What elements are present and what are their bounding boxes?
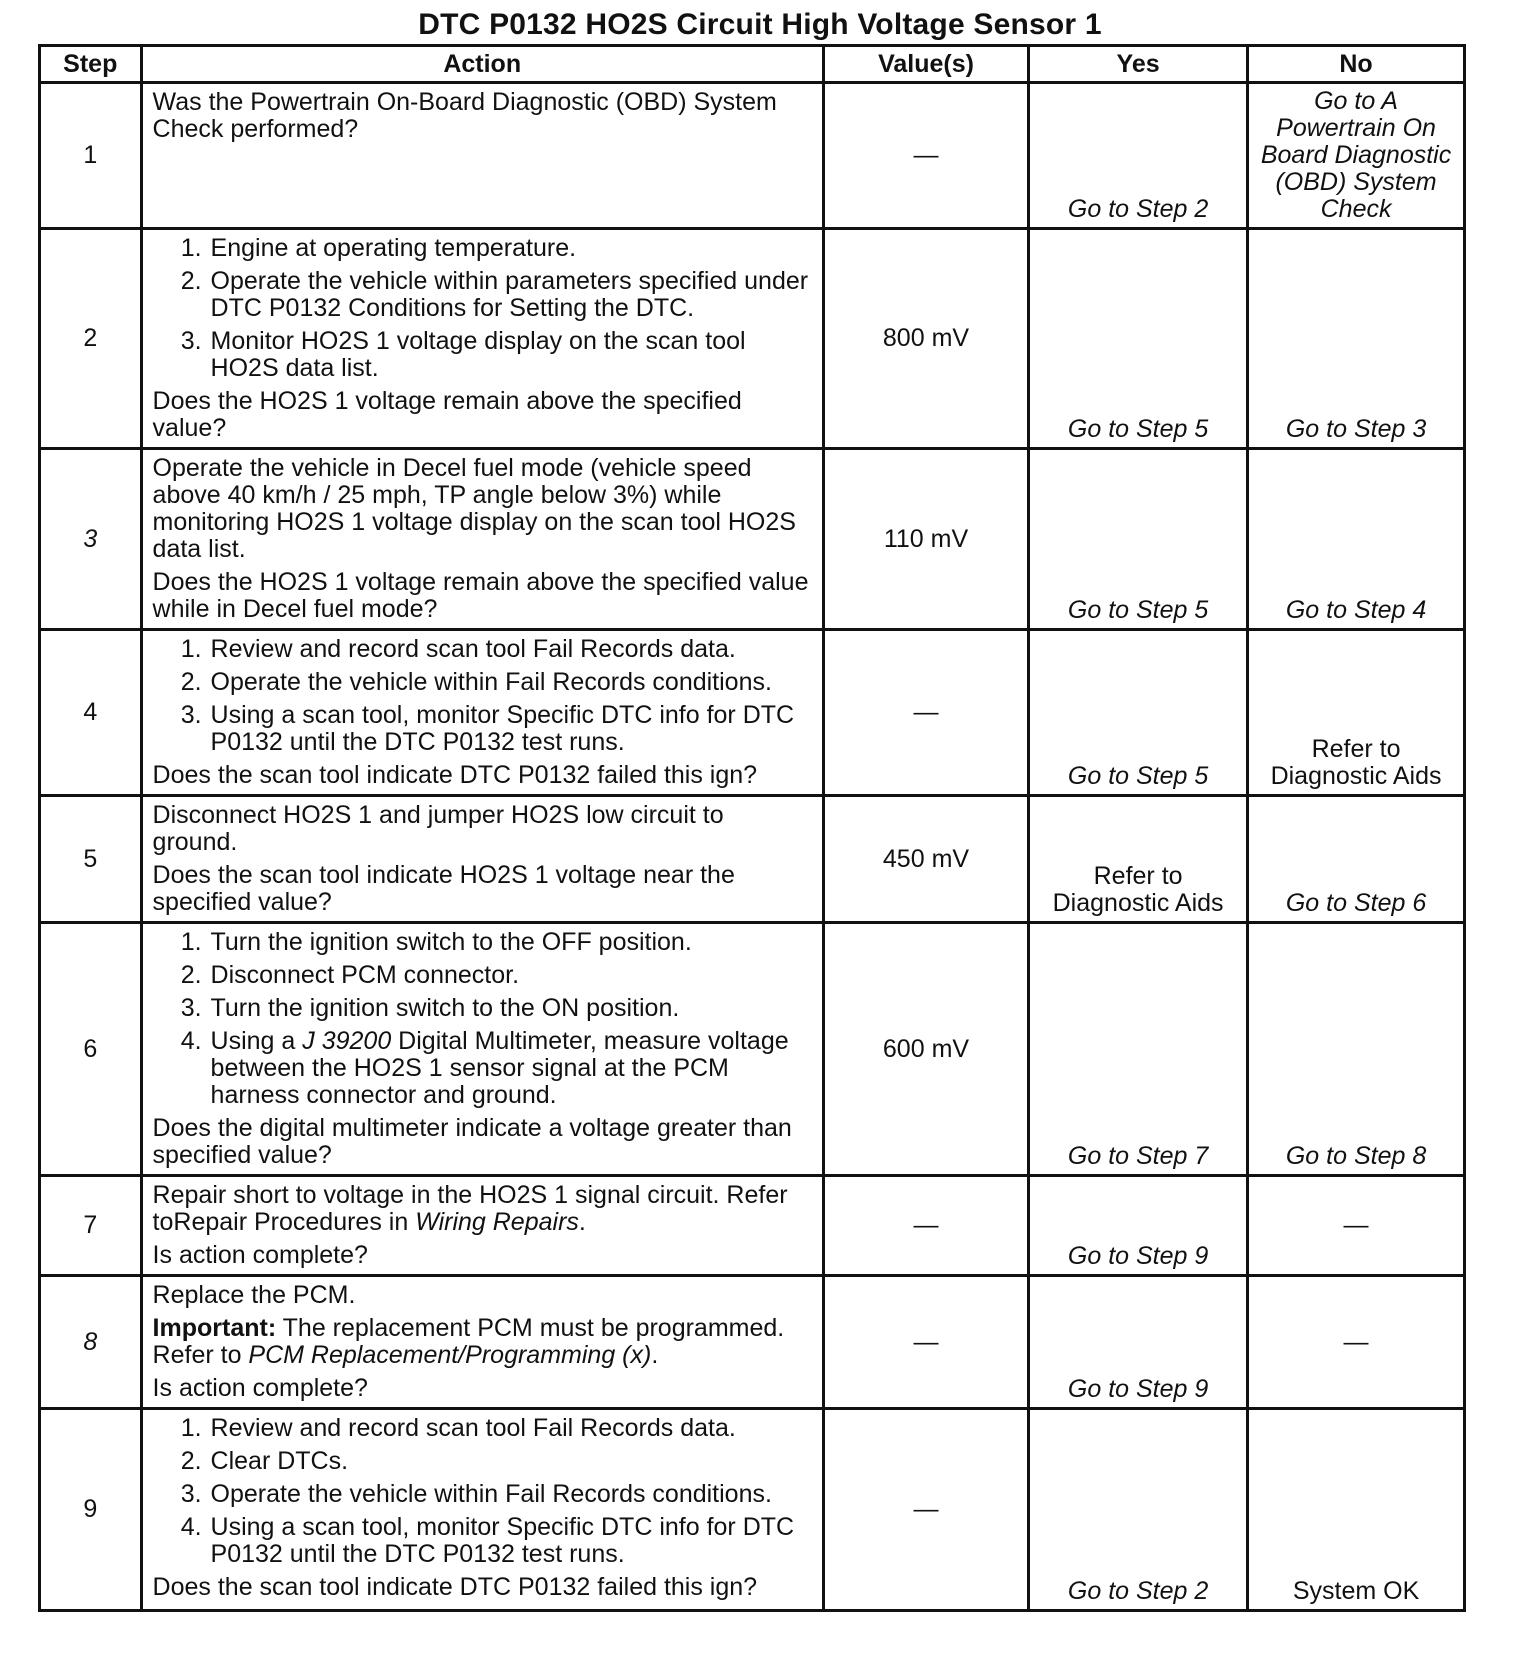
- list-item: 1. Review and record scan tool Fail Records data.: [209, 636, 812, 663]
- step-number: [40, 1276, 142, 1409]
- header-values: Value(s): [823, 46, 1028, 83]
- step-number-text: 1: [83, 141, 98, 169]
- step-number: [40, 229, 142, 449]
- pcm-programming-link[interactable]: PCM Replacement/Programming (x): [248, 1341, 652, 1369]
- step-number-text: 2: [83, 324, 98, 352]
- list-item: 3. Monitor HO2S 1 voltage display on the scan tool HO2S data list.: [209, 328, 812, 382]
- important-text: The replacement PCM must be programmed. Refer to: [152, 1314, 785, 1369]
- step-number-text: 7: [83, 1211, 98, 1239]
- no-cell: Go to Step 8: [1248, 923, 1465, 1176]
- list-item: 1. Engine at operating temperature.: [209, 235, 812, 262]
- action-question: Does the scan tool indicate DTC P0132 failed this ign?: [152, 1573, 758, 1601]
- important-end: .: [651, 1341, 659, 1369]
- item-text-pre: Using a: [210, 1027, 303, 1055]
- no-cell: Go to Step 6: [1248, 796, 1465, 923]
- header-yes: Yes: [1029, 46, 1248, 83]
- yes-cell: Go to Step 5: [1029, 630, 1248, 796]
- table-header-row: [40, 46, 1465, 83]
- step-number: [40, 923, 142, 1176]
- action-text-post: .: [578, 1208, 586, 1236]
- header-action: Action: [141, 46, 823, 83]
- value-cell: 800 mV: [823, 229, 1028, 449]
- list-item: 1. Review and record scan tool Fail Records data.: [209, 1415, 812, 1442]
- action-question: Is action complete?: [152, 1241, 368, 1269]
- tool-reference: J 39200: [302, 1027, 392, 1055]
- item-text-post: Digital Multimeter, measure voltage between the HO2S 1 sensor signal at the PCM harness connector and ground.: [210, 1027, 789, 1109]
- action-list: [153, 1415, 812, 1568]
- no-cell: Go to Step 3: [1248, 229, 1465, 449]
- list-item: 2. Clear DTCs.: [209, 1448, 812, 1475]
- yes-cell: Go to Step 7: [1029, 923, 1248, 1176]
- action-cell: [141, 630, 823, 796]
- table-row: [40, 630, 1465, 796]
- list-item: 3. Turn the ignition switch to the ON position.: [209, 995, 812, 1022]
- table-row: [40, 449, 1465, 630]
- value-cell: —: [823, 1409, 1028, 1611]
- no-cell: [1248, 83, 1465, 229]
- list-item: 2. Operate the vehicle within Fail Records conditions.: [209, 669, 812, 696]
- action-cell: [141, 229, 823, 449]
- yes-cell: Go to Step 5: [1029, 229, 1248, 449]
- list-item: 2. Disconnect PCM connector.: [209, 962, 812, 989]
- table-row: [40, 1276, 1465, 1409]
- list-item: 4. Using a scan tool, monitor Specific DTC info for DTC P0132 until the DTC P0132 test runs.: [209, 1514, 812, 1568]
- table-row: [40, 229, 1465, 449]
- action-text: Disconnect HO2S 1 and jumper HO2S low circuit to ground.: [152, 801, 724, 856]
- value-cell: —: [823, 83, 1028, 229]
- no-cell-prefix: Go to: [1314, 87, 1382, 115]
- page-title: DTC P0132 HO2S Circuit High Voltage Sensor 1: [418, 8, 1102, 41]
- wiring-repairs-link[interactable]: Wiring Repairs: [415, 1208, 579, 1236]
- yes-cell: Go to Step 5: [1029, 449, 1248, 630]
- list-item: 1. Turn the ignition switch to the OFF position.: [209, 929, 812, 956]
- action-text: Was the Powertrain On-Board Diagnostic (OBD) System Check performed?: [152, 88, 777, 143]
- value-cell: —: [823, 630, 1028, 796]
- table-row: [40, 83, 1465, 229]
- table-row: [40, 923, 1465, 1176]
- yes-cell: Go to Step 9: [1029, 1276, 1248, 1409]
- step-number-text: 6: [83, 1034, 98, 1063]
- diagnostic-table: [38, 44, 1466, 1612]
- no-cell: Refer to Diagnostic Aids: [1248, 630, 1465, 796]
- step-number: [40, 1176, 142, 1276]
- action-text-pre: Repair short to voltage in the HO2S 1 signal circuit. Refer toRepair Procedures in: [152, 1181, 788, 1236]
- step-number: [40, 796, 142, 923]
- list-item: 2. Operate the vehicle within parameters specified under DTC P0132 Conditions for Setting the DTC.: [209, 268, 812, 322]
- action-question: Does the scan tool indicate HO2S 1 voltage near the specified value?: [152, 861, 735, 916]
- yes-cell: Go to Step 9: [1029, 1176, 1248, 1276]
- list-item: 3. Using a scan tool, monitor Specific DTC info for DTC P0132 until the DTC P0132 test runs.: [209, 702, 812, 756]
- no-cell: —: [1248, 1176, 1465, 1276]
- important-label: Important:: [152, 1314, 277, 1342]
- action-cell: [141, 796, 823, 923]
- action-text: [153, 1182, 812, 1236]
- value-cell: 110 mV: [823, 449, 1028, 630]
- action-cell: [141, 923, 823, 1176]
- action-question: Does the HO2S 1 voltage remain above the specified value while in Decel fuel mode?: [152, 568, 809, 623]
- header-step: Step: [40, 46, 142, 83]
- value-cell: —: [823, 1176, 1028, 1276]
- step-number-text: 9: [83, 1495, 98, 1523]
- action-list: [153, 636, 812, 756]
- yes-cell: Go to Step 2: [1029, 1409, 1248, 1611]
- action-question: Is action complete?: [152, 1374, 368, 1402]
- action-cell: [141, 449, 823, 630]
- value-cell: —: [823, 1276, 1028, 1409]
- step-number-text: 8: [83, 1327, 98, 1356]
- value-cell: 600 mV: [823, 923, 1028, 1176]
- action-list: [153, 929, 812, 1109]
- list-item: [209, 1028, 812, 1109]
- action-cell: [141, 83, 823, 229]
- no-cell: —: [1248, 1276, 1465, 1409]
- yes-cell: Refer to Diagnostic Aids: [1029, 796, 1248, 923]
- step-number: [40, 83, 142, 229]
- obd-system-check-link[interactable]: A Powertrain On Board Diagnostic (OBD) System Check: [1260, 87, 1452, 223]
- action-question: Does the HO2S 1 voltage remain above the specified value?: [152, 387, 742, 442]
- table-row: [40, 1176, 1465, 1276]
- list-item: 3. Operate the vehicle within Fail Records conditions.: [209, 1481, 812, 1508]
- header-no: No: [1248, 46, 1465, 83]
- action-cell: [141, 1276, 823, 1409]
- no-cell: Go to Step 4: [1248, 449, 1465, 630]
- action-cell: [141, 1409, 823, 1611]
- important-note: [153, 1315, 812, 1369]
- action-text: Operate the vehicle in Decel fuel mode (vehicle speed above 40 km/h / 25 mph, TP angle below 3%) while monitoring HO2S 1 voltage display on the scan tool HO2S data list.: [152, 454, 796, 563]
- step-number-text: 3: [83, 524, 98, 553]
- action-question: Does the digital multimeter indicate a voltage greater than specified value?: [152, 1114, 792, 1169]
- action-list: [153, 235, 812, 382]
- action-cell: [141, 1176, 823, 1276]
- step-number-text: 5: [83, 844, 98, 873]
- table-row: [40, 1409, 1465, 1611]
- step-number-text: 4: [83, 698, 98, 726]
- step-number: [40, 630, 142, 796]
- action-text: Replace the PCM.: [152, 1281, 356, 1309]
- step-number: [40, 1409, 142, 1611]
- table-row: [40, 796, 1465, 923]
- value-cell: 450 mV: [823, 796, 1028, 923]
- no-cell: System OK: [1248, 1409, 1465, 1611]
- yes-cell: Go to Step 2: [1029, 83, 1248, 229]
- action-question: Does the scan tool indicate DTC P0132 failed this ign?: [152, 761, 758, 789]
- step-number: [40, 449, 142, 630]
